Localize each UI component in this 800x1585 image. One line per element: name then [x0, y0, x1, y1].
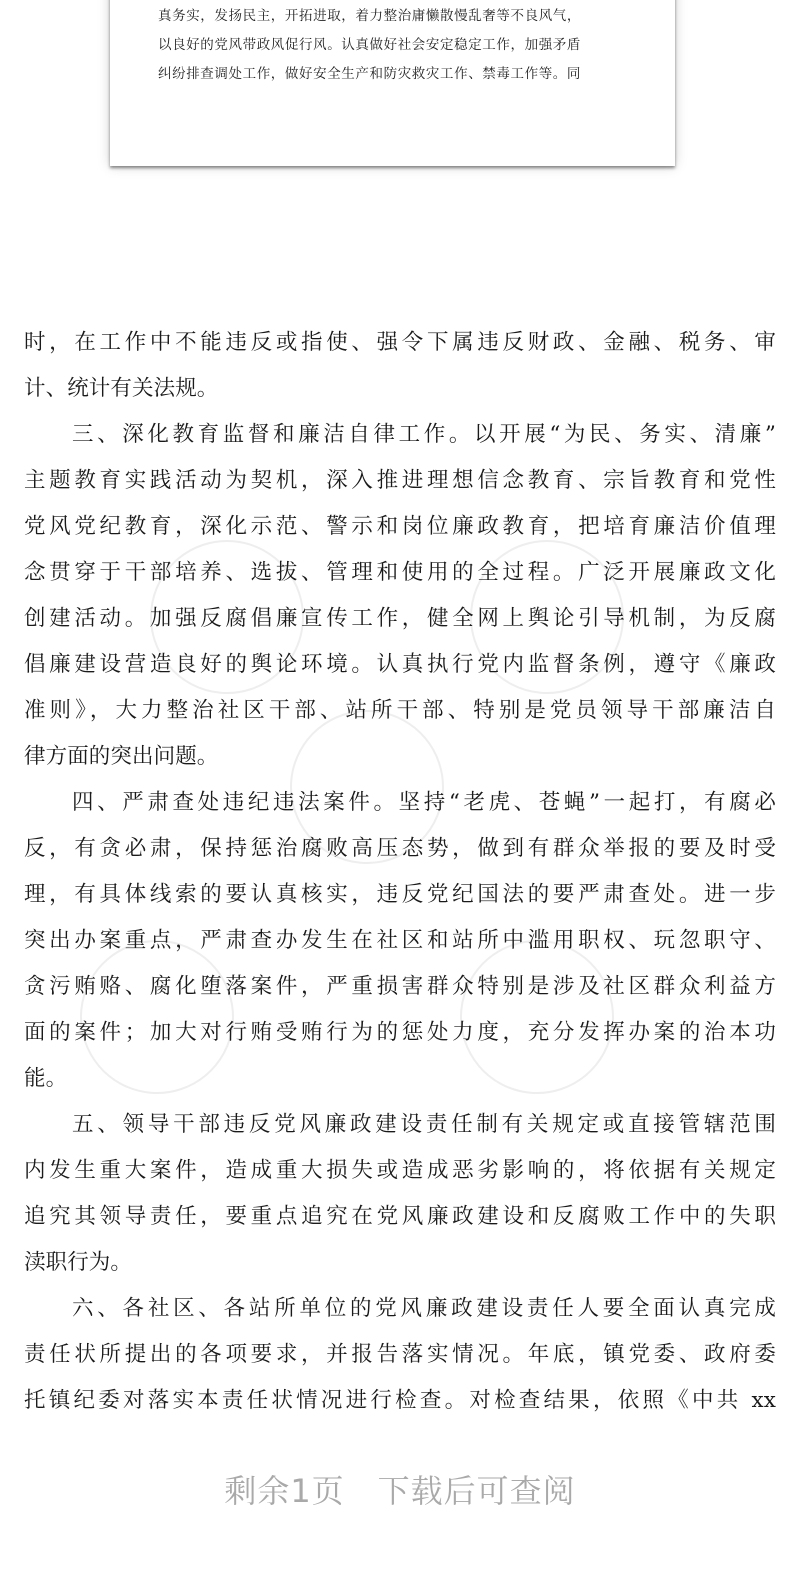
body-line: 三、深化教育监督和廉洁自律工作。以开展“为民、务实、清廉”	[72, 422, 776, 447]
body-line: 贪污贿赂、腐化堕落案件，严重损害群众特别是涉及社区群众利益方	[24, 974, 776, 999]
page-preview-card	[110, 0, 675, 166]
body-line: 律方面的突出问题。	[24, 744, 219, 769]
body-line: 内发生重大案件，造成重大损失或造成恶劣影响的，将依据有关规定	[24, 1158, 776, 1183]
document-body	[24, 320, 776, 1424]
body-line: 追究其领导责任，要重点追究在党风廉政建设和反腐败工作中的失职	[24, 1204, 776, 1229]
body-line: 反，有贪必肃，保持惩治腐败高压态势，做到有群众举报的要及时受	[24, 836, 776, 861]
preview-line-3: 纠纷排查调处工作，做好安全生产和防灾救灾工作、禁毒工作等。同	[158, 66, 581, 82]
download-to-read-more-button[interactable]: 剩余1页 下载后可查阅	[224, 1472, 576, 1510]
body-line: 倡廉建设营造良好的舆论环境。认真执行党内监督条例，遵守《廉政	[24, 652, 776, 677]
body-line: 理，有具体线索的要认真核实，违反党纪国法的要严肃查处。进一步	[24, 882, 776, 907]
body-line: 计、统计有关法规。	[24, 376, 219, 401]
body-line: 责任状所提出的各项要求，并报告落实情况。年底，镇党委、政府委	[24, 1342, 776, 1367]
body-line: 托镇纪委对落实本责任状情况进行检查。对检查结果，依照《中共 xx	[24, 1388, 776, 1413]
preview-line-1: 真务实，发扬民主，开拓进取，着力整治庸懒散慢乱奢等不良风气，	[158, 8, 581, 24]
body-line: 准则》，大力整治社区干部、站所干部、特别是党员领导干部廉洁自	[24, 698, 776, 723]
body-line: 念贯穿于干部培养、选拔、管理和使用的全过程。广泛开展廉政文化	[24, 560, 776, 585]
body-line: 突出办案重点，严肃查办发生在社区和站所中滥用职权、玩忽职守、	[24, 928, 776, 953]
body-line: 六、各社区、各站所单位的党风廉政建设责任人要全面认真完成	[72, 1296, 776, 1321]
body-line: 创建活动。加强反腐倡廉宣传工作，健全网上舆论引导机制，为反腐	[24, 606, 776, 631]
body-line: 面的案件；加大对行贿受贿行为的惩处力度，充分发挥办案的治本功	[24, 1020, 776, 1045]
preview-line-2: 以良好的党风带政风促行风。认真做好社会安定稳定工作，加强矛盾	[158, 37, 581, 53]
body-line: 渎职行为。	[24, 1250, 133, 1275]
body-line: 时，在工作中不能违反或指使、强令下属违反财政、金融、税务、审	[24, 330, 776, 355]
body-line: 能。	[24, 1066, 68, 1091]
body-line: 党风党纪教育，深化示范、警示和岗位廉政教育，把培育廉洁价值理	[24, 514, 776, 539]
body-line: 主题教育实践活动为契机，深入推进理想信念教育、宗旨教育和党性	[24, 468, 776, 493]
body-line: 四、严肃查处违纪违法案件。坚持“老虎、苍蝇”一起打，有腐必	[72, 790, 776, 815]
body-line: 五、领导干部违反党风廉政建设责任制有关规定或直接管辖范围	[72, 1112, 776, 1137]
